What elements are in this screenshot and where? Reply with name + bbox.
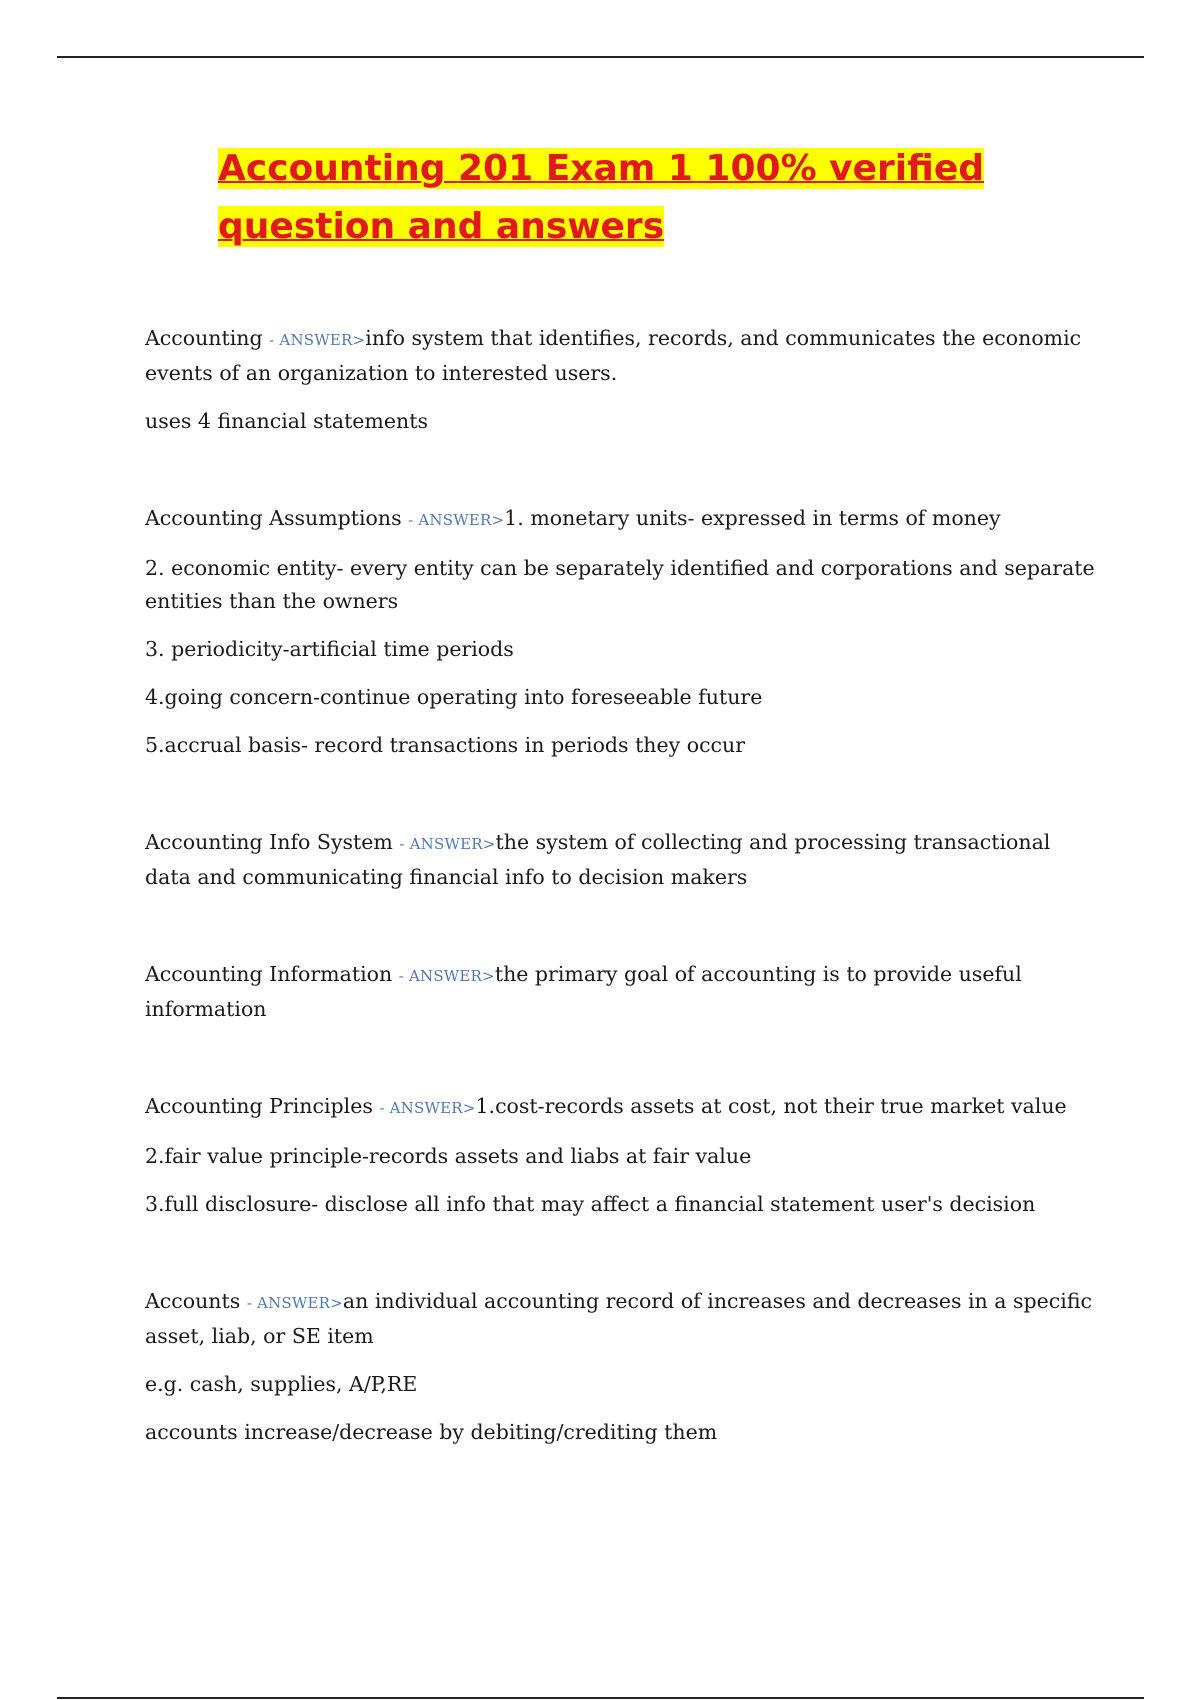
qa-entry-accounting-assumptions bbox=[145, 502, 1095, 762]
answer-marker: - ANSWER> bbox=[379, 1099, 476, 1117]
answer-extra-line: 2. economic entity- every entity can be separately identified and corporations and separate entities than the owners bbox=[145, 556, 1095, 613]
answer-text: info system that identifies, records, and communicates the economic events of an organization to interested users. bbox=[145, 326, 1082, 385]
term: Accounts bbox=[145, 1289, 241, 1313]
answer-extra-line: 5.accrual basis- record transactions in periods they occur bbox=[145, 733, 746, 757]
answer-text: an individual accounting record of increases and decreases in a specific asset, liab, or SE item bbox=[145, 1289, 1092, 1348]
answer-text: the primary goal of accounting is to provide useful information bbox=[145, 962, 1022, 1021]
answer-text: the system of collecting and processing transactional data and communicating financial info to decision makers bbox=[145, 830, 1051, 889]
answer-marker: - ANSWER> bbox=[246, 1294, 343, 1312]
answer-extra-line: 3. periodicity-artificial time periods bbox=[145, 637, 514, 661]
qa-list bbox=[145, 322, 1095, 1513]
document-title-text: Accounting 201 Exam 1 100% verified question and answers bbox=[218, 148, 985, 247]
qa-entry-accounts bbox=[145, 1285, 1095, 1449]
term: Accounting Principles bbox=[145, 1094, 373, 1118]
top-rule bbox=[57, 56, 1144, 58]
qa-entry-accounting-information bbox=[145, 958, 1095, 1026]
answer-extra-line: 4.going concern-continue operating into foreseeable future bbox=[145, 685, 763, 709]
answer-extra-line: e.g. cash, supplies, A/P,RE bbox=[145, 1372, 418, 1396]
qa-entry-accounting-info-system bbox=[145, 826, 1095, 894]
answer-text: 1. monetary units- expressed in terms of money bbox=[504, 506, 1001, 530]
answer-marker: - ANSWER> bbox=[408, 511, 505, 529]
qa-entry-accounting bbox=[145, 322, 1095, 438]
answer-extra-line: uses 4 financial statements bbox=[145, 409, 428, 433]
document-title bbox=[218, 140, 1118, 256]
term: Accounting Assumptions bbox=[145, 506, 402, 530]
answer-extra-line: 2.fair value principle-records assets and liabs at fair value bbox=[145, 1144, 752, 1168]
qa-question-line bbox=[145, 826, 1095, 894]
qa-question-line bbox=[145, 322, 1095, 390]
bottom-rule bbox=[57, 1697, 1144, 1699]
answer-extra-line: accounts increase/decrease by debiting/crediting them bbox=[145, 1420, 718, 1444]
answer-text: 1.cost-records assets at cost, not their true market value bbox=[475, 1094, 1067, 1118]
term: Accounting Information bbox=[145, 962, 393, 986]
answer-marker: - ANSWER> bbox=[398, 967, 495, 985]
term: Accounting Info System bbox=[145, 830, 393, 854]
qa-question-line bbox=[145, 1090, 1095, 1125]
answer-extra-line: 3.full disclosure- disclose all info that may affect a financial statement user's decision bbox=[145, 1192, 1036, 1216]
answer-marker: - ANSWER> bbox=[399, 835, 496, 853]
qa-question-line bbox=[145, 958, 1095, 1026]
qa-entry-accounting-principles bbox=[145, 1090, 1095, 1221]
qa-question-line bbox=[145, 502, 1095, 537]
answer-marker: - ANSWER> bbox=[269, 331, 366, 349]
term: Accounting bbox=[145, 326, 263, 350]
qa-question-line bbox=[145, 1285, 1095, 1353]
